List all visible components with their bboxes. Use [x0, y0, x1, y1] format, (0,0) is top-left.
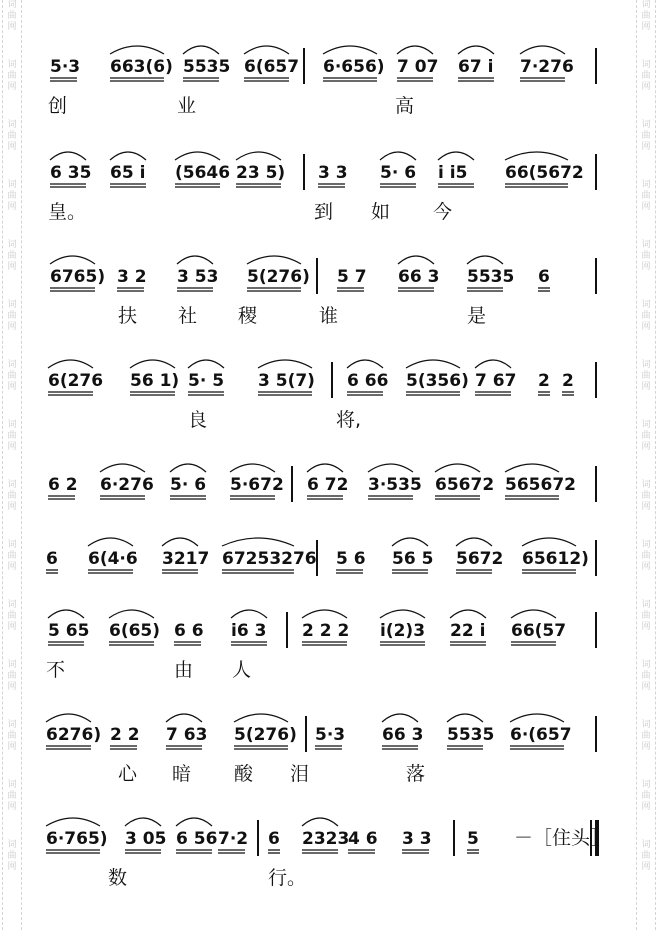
watermark-glyph: 曲	[7, 791, 17, 801]
slur-arc	[447, 714, 483, 722]
note-group: 6(276	[48, 371, 104, 391]
lyric-char: 由	[174, 659, 194, 681]
watermark-glyph: 曲	[641, 311, 651, 321]
watermark-glyph: 网	[641, 442, 651, 452]
watermark-glyph: 网	[7, 682, 17, 692]
slur-arc	[258, 360, 312, 368]
watermark-glyph: 曲	[641, 251, 651, 261]
lyric-char: 业	[177, 95, 197, 117]
slur-arc	[162, 538, 198, 546]
slur-arc	[125, 818, 161, 826]
watermark-glyph: 网	[641, 802, 651, 812]
note-group: 5(356)	[406, 371, 469, 391]
note-group: 3·535	[368, 475, 422, 495]
watermark-glyph: 词	[7, 360, 17, 370]
note-group: 3 2	[117, 267, 147, 287]
watermark-glyph: 曲	[7, 851, 17, 861]
lyric-char: 稷	[238, 305, 258, 327]
slur-arc	[475, 360, 511, 368]
note-group: 2323	[302, 829, 350, 849]
watermark-glyph: 曲	[7, 731, 17, 741]
watermark-glyph: 网	[641, 82, 651, 92]
watermark-glyph: 词	[641, 180, 651, 190]
note-group: 6 2	[48, 475, 78, 495]
watermark-glyph: 网	[7, 262, 17, 272]
note-group: 6·276	[100, 475, 154, 495]
note-group: 7·276	[520, 57, 574, 77]
note-group: 5·3	[50, 57, 81, 77]
slur-arc	[505, 464, 559, 472]
watermark-glyph: 曲	[641, 71, 651, 81]
slur-arc	[231, 610, 267, 618]
note-group: (5646	[175, 163, 231, 183]
watermark-glyph: 词	[7, 600, 17, 610]
watermark-glyph: 网	[7, 202, 17, 212]
note-group: 3 53	[177, 267, 219, 287]
slur-arc	[382, 714, 418, 722]
note-group: 6(65)	[109, 621, 161, 641]
watermark-glyph: 网	[641, 142, 651, 152]
watermark-glyph: 网	[641, 382, 651, 392]
note-group: 67 i	[458, 57, 494, 77]
note-group: 5 7	[337, 267, 367, 287]
watermark-glyph: 网	[641, 322, 651, 332]
lyric-char: 高	[395, 95, 415, 117]
watermark-glyph: 词	[7, 420, 17, 430]
watermark-glyph: 词	[641, 540, 651, 550]
note-group: 6(657	[244, 57, 300, 77]
slur-arc	[380, 610, 425, 618]
slur-arc	[175, 152, 220, 160]
note-group: 5· 6	[170, 475, 207, 495]
watermark-glyph: 网	[641, 862, 651, 872]
note-group: 65 i	[110, 163, 146, 183]
watermark-glyph: 网	[7, 502, 17, 512]
watermark-glyph: 曲	[7, 131, 17, 141]
note-group: －［住头］	[514, 827, 610, 849]
watermark-glyph: 曲	[641, 491, 651, 501]
slur-arc	[450, 610, 486, 618]
watermark-glyph: 网	[641, 622, 651, 632]
lyric-char: 将,	[336, 409, 362, 431]
watermark-glyph: 词	[641, 840, 651, 850]
note-group: 5(276)	[234, 725, 297, 745]
watermark-glyph: 网	[7, 862, 17, 872]
watermark-glyph: 网	[7, 82, 17, 92]
lyric-char: 行。	[268, 867, 307, 889]
lyric-char: 创	[48, 95, 68, 117]
watermark-glyph: 词	[641, 720, 651, 730]
note-group: 66(57	[511, 621, 567, 641]
note-group: 5· 5	[188, 371, 225, 391]
note-group: 6	[46, 549, 58, 569]
watermark-glyph: 网	[7, 22, 17, 32]
slur-arc	[438, 152, 474, 160]
note-group: 6 6	[174, 621, 204, 641]
note-group: 5 6	[336, 549, 366, 569]
note-group: i6 3	[231, 621, 267, 641]
watermark-glyph: 曲	[7, 431, 17, 441]
watermark-glyph: 网	[641, 562, 651, 572]
slur-arc	[170, 464, 206, 472]
note-group: 6765)	[50, 267, 106, 287]
watermark-glyph: 网	[641, 22, 651, 32]
slur-arc	[505, 152, 568, 160]
slur-arc	[110, 46, 164, 54]
slur-arc	[347, 360, 383, 368]
watermark-glyph: 曲	[641, 551, 651, 561]
lyric-char: 泪	[290, 763, 310, 785]
note-group: i(2)3	[380, 621, 426, 641]
slur-arc	[110, 152, 146, 160]
slur-arc	[46, 818, 100, 826]
note-group: 66 3	[398, 267, 440, 287]
lyric-char: 不	[46, 659, 66, 681]
lyric-char: 人	[232, 659, 252, 681]
lyric-char: 暗	[172, 763, 192, 785]
slur-arc	[234, 714, 288, 722]
watermark-glyph: 词	[641, 300, 651, 310]
watermark-glyph: 网	[641, 682, 651, 692]
watermark-glyph: 曲	[641, 191, 651, 201]
note-group: 2	[538, 371, 550, 391]
note-group: 6	[538, 267, 550, 287]
slur-arc	[109, 610, 154, 618]
note-group: 5·3	[315, 725, 346, 745]
lyric-char: 酸	[234, 763, 254, 785]
slur-arc	[435, 464, 480, 472]
lyric-char: 如	[371, 201, 391, 223]
note-group: 2 2 2	[302, 621, 350, 641]
note-group: 5535	[183, 57, 231, 77]
watermark-glyph: 词	[641, 600, 651, 610]
watermark-glyph: 词	[7, 240, 17, 250]
watermark-glyph: 网	[7, 562, 17, 572]
slur-arc	[398, 256, 434, 264]
watermark-glyph: 曲	[641, 731, 651, 741]
watermark-glyph: 网	[641, 502, 651, 512]
note-group: 7 67	[475, 371, 517, 391]
slur-arc	[48, 610, 84, 618]
note-group: 3 3	[318, 163, 348, 183]
watermark-glyph: 网	[641, 262, 651, 272]
note-group: 56 1)	[130, 371, 180, 391]
watermark-glyph: 词	[7, 300, 17, 310]
note-group: 5535	[467, 267, 515, 287]
watermark-glyph: 网	[7, 442, 17, 452]
note-group: 6·765)	[46, 829, 108, 849]
slur-arc	[222, 538, 294, 546]
slur-arc	[50, 152, 86, 160]
lyric-char: 数	[108, 867, 128, 889]
slur-arc	[522, 538, 576, 546]
watermark-glyph: 词	[641, 360, 651, 370]
watermark-glyph: 网	[7, 142, 17, 152]
slur-arc	[368, 464, 413, 472]
slur-arc	[302, 610, 347, 618]
slur-arc	[397, 46, 433, 54]
watermark-glyph: 曲	[7, 671, 17, 681]
lyric-char: 落	[406, 763, 426, 785]
slur-arc	[520, 46, 565, 54]
watermark-glyph: 网	[7, 622, 17, 632]
note-group: 22 i	[450, 621, 486, 641]
slur-arc	[406, 360, 460, 368]
lyric-char: 到	[314, 201, 334, 223]
slur-arc	[458, 46, 494, 54]
watermark-glyph: 词	[641, 120, 651, 130]
watermark-glyph: 曲	[7, 491, 17, 501]
slur-arc	[467, 256, 503, 264]
note-group: 7 07	[397, 57, 439, 77]
watermark-glyph: 词	[641, 780, 651, 790]
slur-arc	[307, 464, 343, 472]
note-group: 565672	[505, 475, 576, 495]
note-group: i i5	[438, 163, 468, 183]
slur-arc	[46, 714, 91, 722]
watermark-glyph: 曲	[7, 551, 17, 561]
note-group: 6 72	[307, 475, 349, 495]
slur-arc	[188, 360, 224, 368]
slur-arc	[236, 152, 281, 160]
watermark-glyph: 词	[7, 780, 17, 790]
note-group: 5· 6	[380, 163, 417, 183]
slur-arc	[50, 256, 95, 264]
lyric-char: 皇。	[48, 201, 87, 223]
slur-arc	[88, 538, 133, 546]
slur-arc	[302, 818, 338, 826]
note-group: 65612)	[522, 549, 589, 569]
watermark-glyph: 曲	[7, 191, 17, 201]
watermark-glyph: 网	[7, 382, 17, 392]
note-group: 2 2	[110, 725, 140, 745]
note-group: 6	[268, 829, 280, 849]
note-group: 5·672	[230, 475, 284, 495]
note-group: 66 3	[382, 725, 424, 745]
watermark-glyph: 词	[7, 180, 17, 190]
lyric-char: 良	[188, 409, 208, 431]
note-group: 5535	[447, 725, 495, 745]
slur-arc	[511, 610, 556, 618]
note-group: 2	[562, 371, 574, 391]
watermark-glyph: 曲	[641, 791, 651, 801]
slur-arc	[177, 256, 213, 264]
lyric-char: 扶	[118, 305, 138, 327]
note-group: 6 56	[176, 829, 218, 849]
watermark-glyph: 词	[7, 480, 17, 490]
watermark-glyph: 曲	[7, 11, 17, 21]
watermark-glyph: 网	[641, 202, 651, 212]
watermark-glyph: 曲	[641, 431, 651, 441]
slur-arc	[244, 46, 289, 54]
note-group: 3 3	[402, 829, 432, 849]
watermark-glyph: 曲	[641, 11, 651, 21]
watermark-glyph: 词	[7, 60, 17, 70]
watermark-glyph: 词	[7, 120, 17, 130]
slur-arc	[456, 538, 492, 546]
watermark-glyph: 词	[7, 720, 17, 730]
watermark-glyph: 词	[7, 0, 17, 10]
note-group: 5672	[456, 549, 504, 569]
note-group: 663(6)	[110, 57, 173, 77]
watermark-glyph: 词	[641, 60, 651, 70]
note-group: 6 66	[347, 371, 389, 391]
note-group: 6·656)	[323, 57, 385, 77]
note-group: 7·2	[218, 829, 249, 849]
note-group: 4 6	[348, 829, 378, 849]
note-group: 6276)	[46, 725, 102, 745]
watermark-glyph: 曲	[641, 851, 651, 861]
note-group: 23 5)	[236, 163, 286, 183]
note-group: 5(276)	[247, 267, 310, 287]
note-group: 67253276	[222, 549, 317, 569]
watermark-glyph: 词	[641, 240, 651, 250]
note-group: 3 5(7)	[258, 371, 315, 391]
note-group: 6 35	[50, 163, 92, 183]
note-group: 6(4·6	[88, 549, 138, 569]
slur-arc	[48, 360, 93, 368]
slur-arc	[392, 538, 428, 546]
note-group: 65672	[435, 475, 495, 495]
note-group: 5 65	[48, 621, 90, 641]
slur-arc	[183, 46, 219, 54]
lyric-char: 心	[118, 763, 138, 785]
slur-arc	[176, 818, 212, 826]
watermark-glyph: 曲	[641, 371, 651, 381]
lyric-char: 今	[433, 201, 453, 223]
note-group: 56 5	[392, 549, 434, 569]
watermark-glyph: 词	[641, 0, 651, 10]
slur-arc	[230, 464, 275, 472]
watermark-glyph: 曲	[7, 311, 17, 321]
watermark-glyph: 网	[7, 322, 17, 332]
lyric-char: 谁	[319, 305, 339, 327]
watermark-glyph: 网	[7, 742, 17, 752]
watermark-glyph: 曲	[7, 71, 17, 81]
watermark-glyph: 网	[641, 742, 651, 752]
slur-arc	[510, 714, 564, 722]
slur-arc	[166, 714, 202, 722]
slur-arc	[323, 46, 377, 54]
watermark-glyph: 曲	[7, 251, 17, 261]
note-group: 3 05	[125, 829, 167, 849]
note-group: 5	[467, 829, 479, 849]
watermark-glyph: 词	[7, 840, 17, 850]
note-group: 66(5672	[505, 163, 584, 183]
slur-arc	[100, 464, 145, 472]
watermark-glyph: 词	[7, 660, 17, 670]
slur-arc	[247, 256, 301, 264]
watermark-glyph: 曲	[641, 131, 651, 141]
note-group: 6·(657	[510, 725, 572, 745]
slur-arc	[130, 360, 175, 368]
note-group: 3217	[162, 549, 210, 569]
watermark-glyph: 曲	[7, 371, 17, 381]
watermark-glyph: 词	[641, 480, 651, 490]
watermark-glyph: 网	[7, 802, 17, 812]
slur-arc	[380, 152, 416, 160]
note-group: 7 63	[166, 725, 208, 745]
watermark-glyph: 曲	[641, 611, 651, 621]
watermark-glyph: 词	[7, 540, 17, 550]
watermark-glyph: 曲	[7, 611, 17, 621]
watermark-glyph: 词	[641, 660, 651, 670]
lyric-char: 社	[178, 305, 198, 327]
watermark-glyph: 词	[641, 420, 651, 430]
lyric-char: 是	[467, 305, 487, 327]
watermark-glyph: 曲	[641, 671, 651, 681]
